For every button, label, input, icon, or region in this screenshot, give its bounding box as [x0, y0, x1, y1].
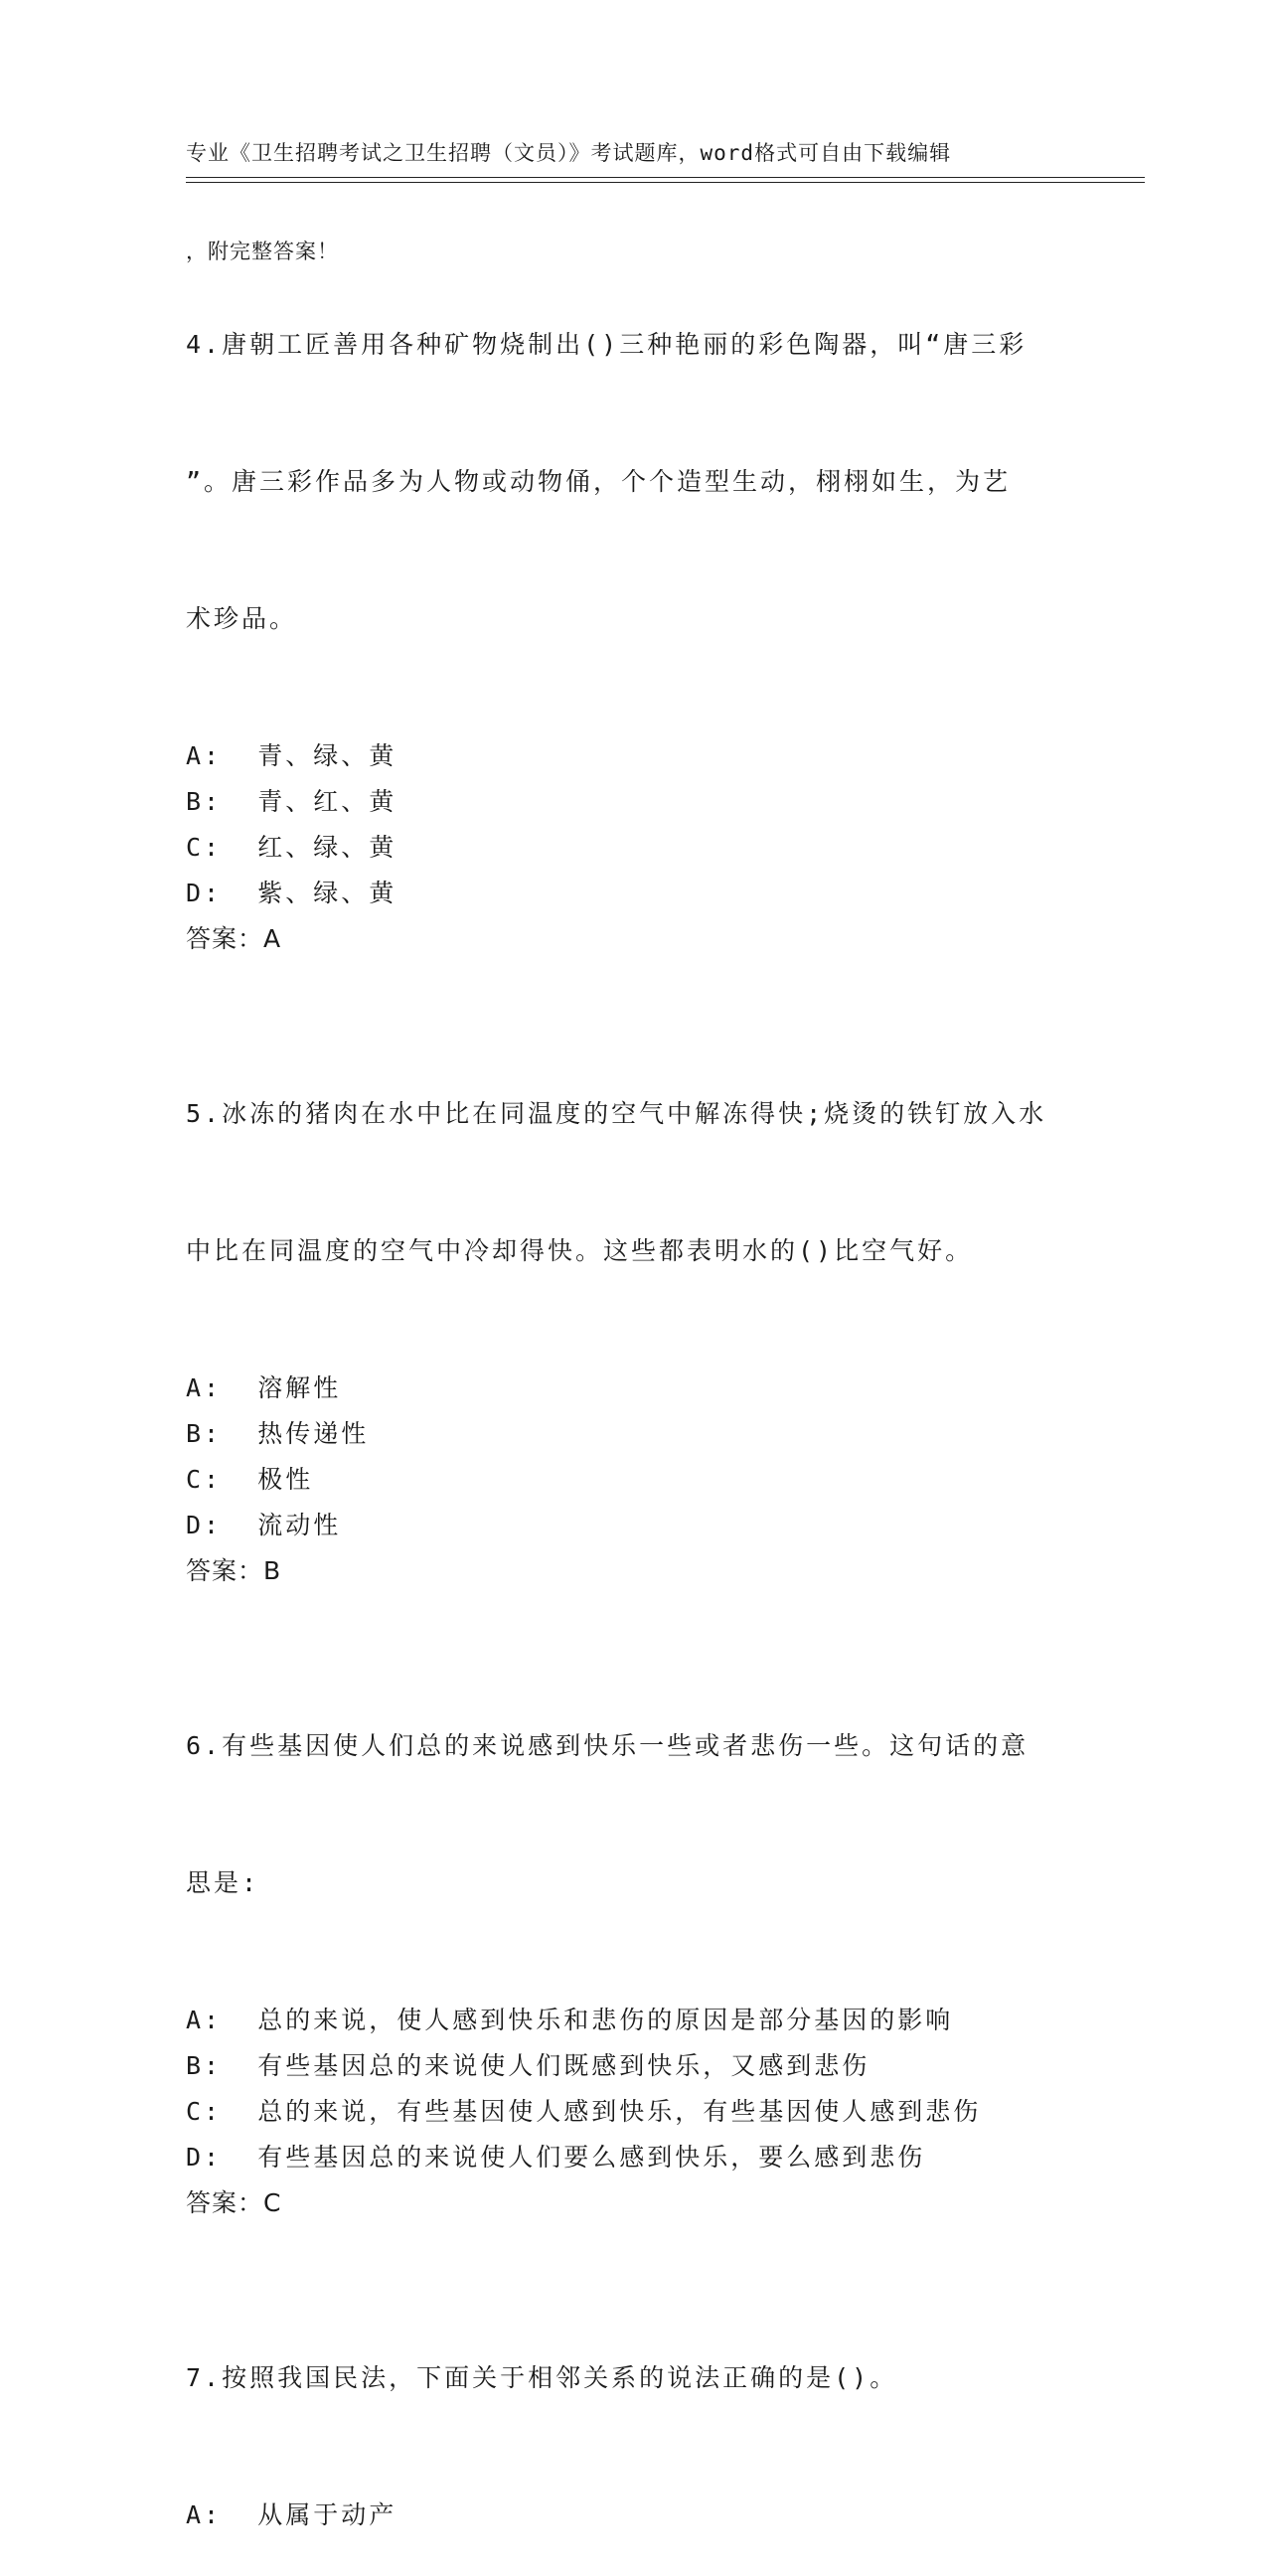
option-a: A: 从属于动产 [186, 2500, 397, 2529]
option-b: B: 热传递性 [186, 1419, 370, 1448]
question-stem [186, 231, 1080, 733]
question-list [186, 231, 1080, 2576]
answer-line: 答案：A [186, 924, 282, 953]
header-line-1: 专业《卫生招聘考试之卫生招聘（文员）》考试题库，word格式可自由下载编辑 [186, 141, 952, 165]
stem-line: ”。唐三彩作品多为人物或动物俑，个个造型生动，栩栩如生，为艺 [186, 467, 1012, 496]
option-c: C: 红、绿、黄 [186, 833, 397, 862]
stem-line: 中比在同温度的空气中冷却得快。这些都表明水的()比空气好。 [186, 1236, 974, 1265]
header-divider-bottom [186, 182, 1145, 183]
stem-line: 5.冰冻的猪肉在水中比在同温度的空气中解冻得快;烧烫的铁钉放入水 [186, 1099, 1047, 1128]
option-d: D: 流动性 [186, 1511, 342, 1539]
stem-line: 7.按照我国民法，下面关于相邻关系的说法正确的是()。 [186, 2363, 898, 2392]
question-7 [186, 2264, 1080, 2538]
question-6 [186, 1632, 1080, 2226]
option-b: B: 有些基因总的来说使人们既感到快乐，又感到悲伤 [186, 2051, 871, 2080]
header-divider-top [186, 177, 1145, 178]
answer-line: 答案：B [186, 1556, 282, 1585]
option-d: D: 紫、绿、黄 [186, 879, 397, 907]
option-c: C: 总的来说，有些基因使人感到快乐，有些基因使人感到悲伤 [186, 2097, 982, 2126]
option-a: A: 青、绿、黄 [186, 741, 397, 770]
option-a: A: 溶解性 [186, 1373, 342, 1402]
option-b: B: 青、红、黄 [186, 787, 397, 816]
question-stem [186, 2264, 1080, 2493]
option-a: A: 总的来说，使人感到快乐和悲伤的原因是部分基因的影响 [186, 2006, 954, 2034]
question-5 [186, 1000, 1080, 1594]
answer-line: 答案：C [186, 2188, 282, 2217]
option-d: D: 有些基因总的来说使人们要么感到快乐，要么感到悲伤 [186, 2143, 926, 2172]
stem-line: 术珍品。 [186, 604, 298, 633]
question-stem [186, 1000, 1080, 1366]
stem-line: 6.有些基因使人们总的来说感到快乐一些或者悲伤一些。这句话的意 [186, 1731, 1029, 1760]
option-c: C: 极性 [186, 1465, 314, 1494]
question-4 [186, 231, 1080, 962]
stem-line: 4.唐朝工匠善用各种矿物烧制出()三种艳丽的彩色陶器，叫“唐三彩 [186, 330, 1028, 359]
question-stem [186, 1632, 1080, 1998]
header-line-2: ，附完整答案！ [186, 240, 339, 263]
stem-line: 思是: [186, 1868, 260, 1897]
